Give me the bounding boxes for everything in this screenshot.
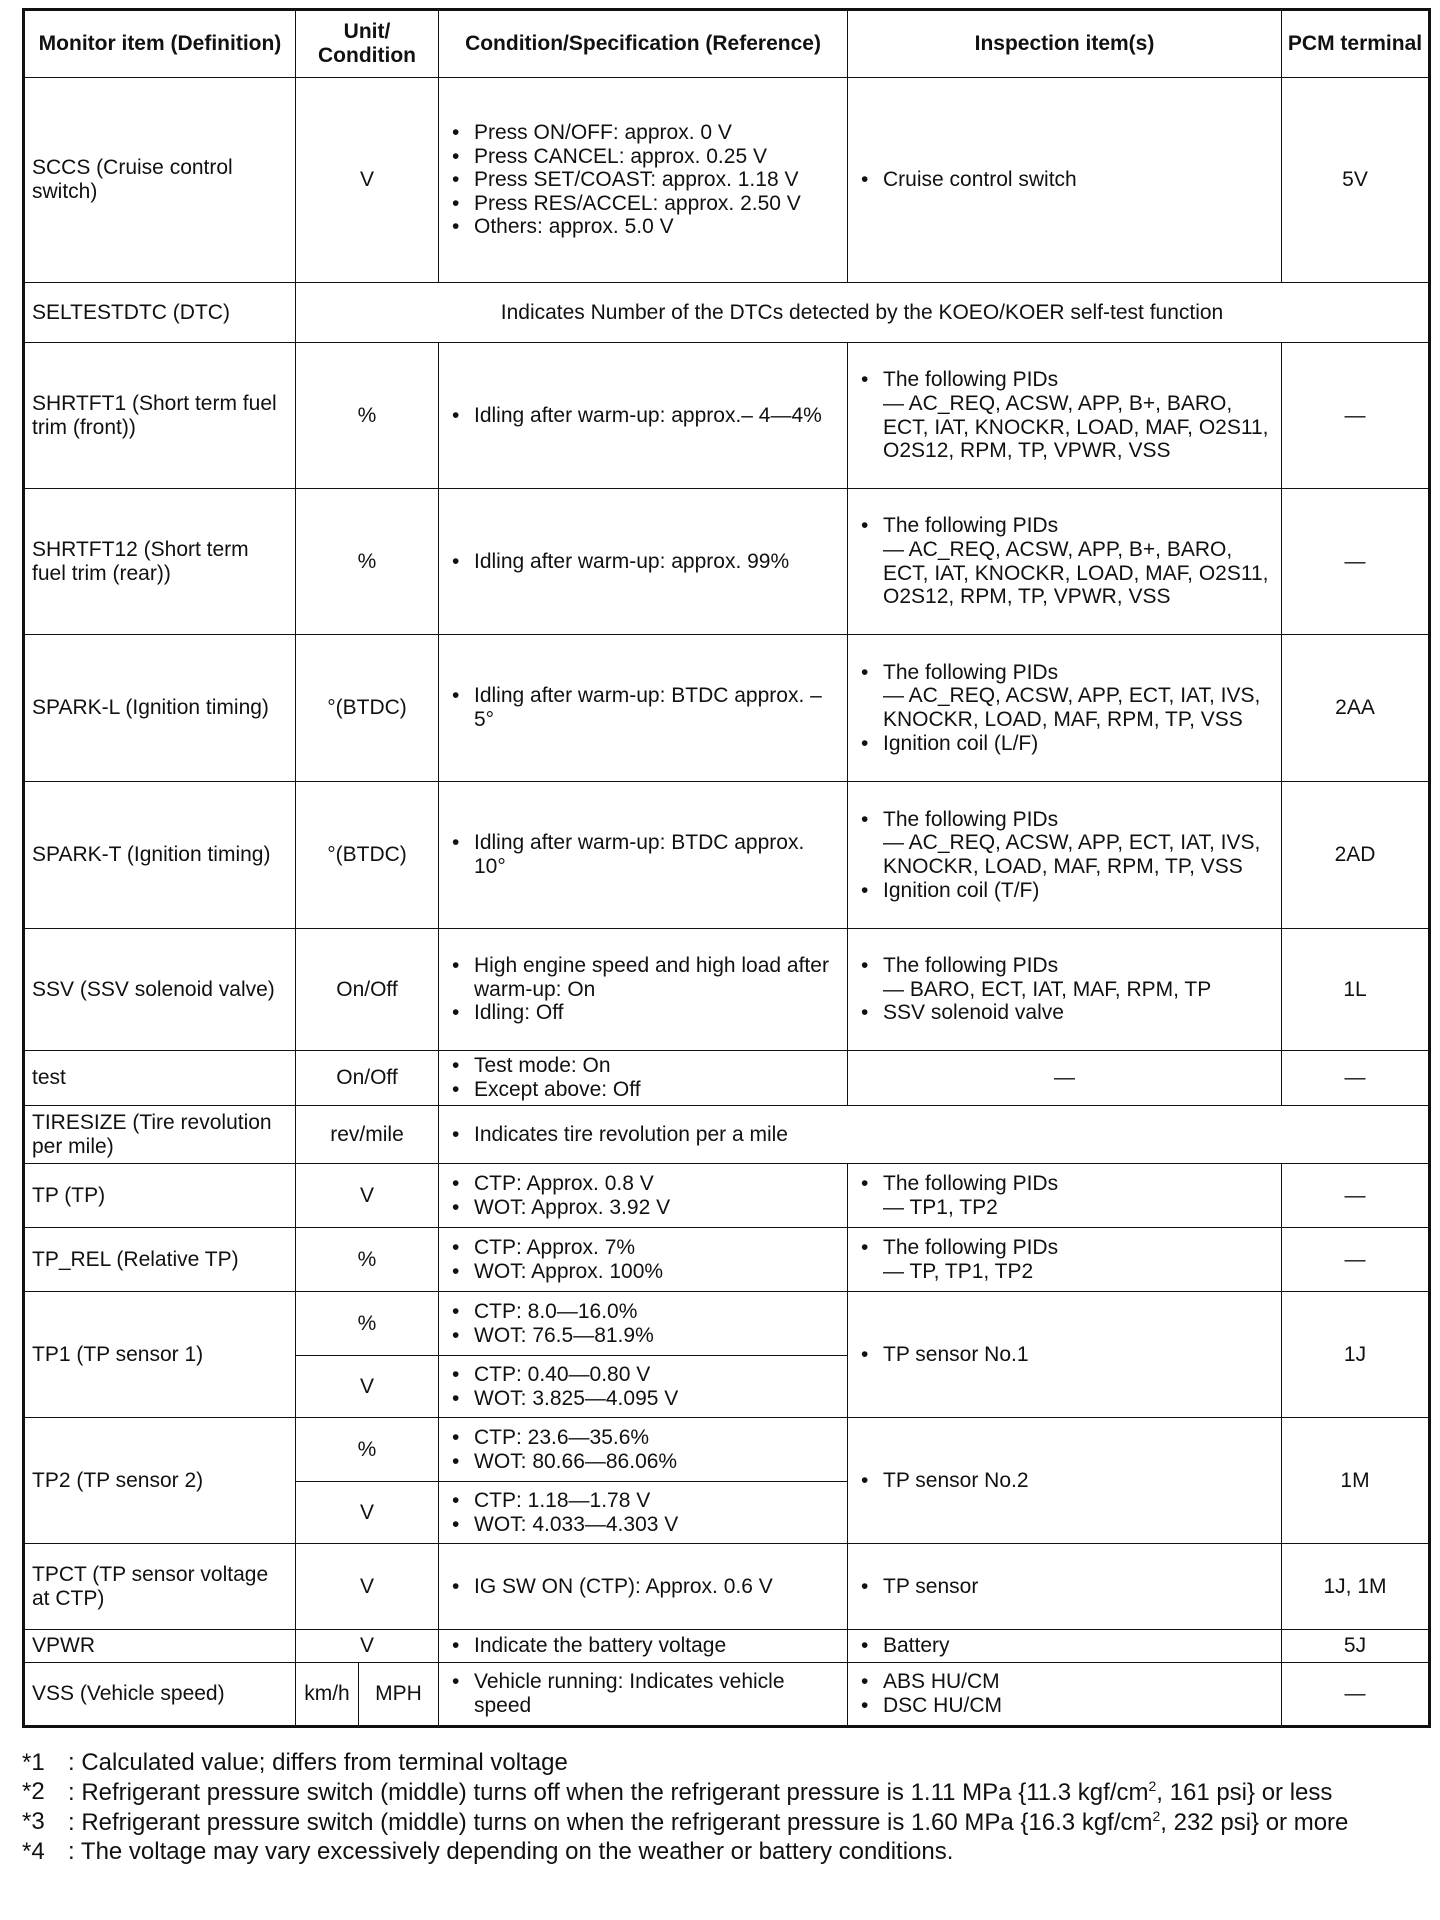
condition-item: • Press ON/OFF: approx. 0 V — [446, 121, 840, 145]
inspection-item: • SSV solenoid valve — [855, 1001, 1274, 1025]
pid-list: — AC_REQ, ACSW, APP, B+, BARO, ECT, IAT, KNOCKR, LOAD, MAF, O2S11, O2S12, RPM, TP, VPWR, VSS — [883, 391, 1269, 463]
unit-cell: °(BTDC) — [296, 635, 439, 782]
header-monitor: Monitor item (Definition) — [24, 10, 296, 78]
inspection-cell — [848, 78, 1282, 283]
header-pcm: PCM terminal — [1282, 10, 1430, 78]
inspection-head: The following PIDs — [883, 368, 1059, 392]
inspection-item: • DSC HU/CM — [855, 1694, 1274, 1718]
condition-item: • WOT: Approx. 100% — [446, 1260, 840, 1284]
inspection-cell — [848, 635, 1282, 782]
inspection-cell — [848, 929, 1282, 1051]
inspection-item: • TP sensor — [855, 1575, 1274, 1599]
inspection-cell — [848, 1164, 1282, 1228]
condition-item: • Indicate the battery voltage — [446, 1634, 840, 1658]
footnote-marker: *2 — [22, 1777, 45, 1805]
inspection-item: • Cruise control switch — [855, 168, 1274, 192]
condition-item: • WOT: 80.66—86.06% — [446, 1450, 840, 1474]
monitor-cell: TP (TP) — [24, 1164, 296, 1228]
footnote-text: : Calculated value; differs from terminal voltage — [68, 1749, 568, 1776]
table-row-spark-t — [24, 782, 1430, 929]
monitor-cell: SCCS (Cruise control switch) — [24, 78, 296, 283]
footnote-text: : The voltage may vary excessively depending on the weather or battery conditions. — [68, 1837, 954, 1865]
pcm-cell: — — [1282, 489, 1430, 635]
condition-cell — [439, 1292, 848, 1356]
inspection-item: • Battery — [855, 1634, 1274, 1658]
table-row-shrtft12 — [24, 489, 1430, 635]
inspection-item: • Ignition coil (L/F) — [855, 732, 1274, 756]
unit-cell: % — [296, 1228, 439, 1292]
inspection-item — [855, 368, 1274, 462]
superscript: 2 — [1152, 1807, 1161, 1824]
monitor-cell: SSV (SSV solenoid valve) — [24, 929, 296, 1051]
pcm-cell: — — [1282, 1228, 1430, 1292]
inspection-item — [855, 661, 1274, 732]
table-row-shrtft1 — [24, 343, 1430, 489]
header-inspection: Inspection item(s) — [848, 10, 1282, 78]
unit-cell: V — [296, 1164, 439, 1228]
unit-cell: On/Off — [296, 1051, 439, 1106]
condition-cell — [439, 1482, 848, 1544]
unit-cell-mph: MPH — [359, 1663, 439, 1727]
condition-item: • WOT: 76.5—81.9% — [446, 1324, 840, 1348]
inspection-cell: — — [848, 1051, 1282, 1106]
pcm-cell: 5J — [1282, 1630, 1430, 1663]
pid-list: — BARO, ECT, IAT, MAF, RPM, TP — [883, 977, 1212, 1001]
pcm-cell: 1J — [1282, 1292, 1430, 1418]
inspection-head: The following PIDs — [883, 1235, 1059, 1259]
inspection-cell — [848, 343, 1282, 489]
condition-item: • CTP: 1.18—1.78 V — [446, 1489, 840, 1513]
condition-item: • Press RES/ACCEL: approx. 2.50 V — [446, 192, 840, 216]
table-row-sccs — [24, 78, 1430, 283]
inspection-item: • ABS HU/CM — [855, 1670, 1274, 1694]
unit-cell: V — [296, 1630, 439, 1663]
condition-item: • WOT: Approx. 3.92 V — [446, 1196, 840, 1220]
table-row-tp2 — [24, 1418, 1430, 1482]
monitor-cell: SPARK-T (Ignition timing) — [24, 782, 296, 929]
pid-list: — AC_REQ, ACSW, APP, ECT, IAT, IVS, KNOCKR, LOAD, MAF, RPM, TP, VSS — [883, 831, 1261, 878]
unit-cell: V — [296, 1356, 439, 1418]
pcm-cell: 1L — [1282, 929, 1430, 1051]
condition-item: • Except above: Off — [446, 1078, 840, 1102]
condition-item: • Idling after warm-up: BTDC approx. 10° — [446, 831, 840, 878]
footnote-text-part: , 232 psi} or more — [1160, 1808, 1349, 1836]
condition-cell — [439, 1051, 848, 1106]
inspection-item: • TP sensor No.2 — [855, 1469, 1274, 1493]
monitor-cell: test — [24, 1051, 296, 1106]
condition-cell — [439, 78, 848, 283]
unit-cell-kmh: km/h — [296, 1663, 359, 1727]
monitor-cell: TP1 (TP sensor 1) — [24, 1292, 296, 1418]
condition-item: • Indicates tire revolution per a mile — [446, 1123, 1421, 1147]
condition-cell — [439, 1228, 848, 1292]
inspection-cell — [848, 1663, 1282, 1727]
condition-cell — [439, 635, 848, 782]
footnote-text-part: : Refrigerant pressure switch (middle) turns off when the refrigerant pressure is 1.11 MPa {11.3 kgf/cm — [68, 1778, 1149, 1806]
inspection-item: • Ignition coil (T/F) — [855, 879, 1274, 903]
table-row-spark-l — [24, 635, 1430, 782]
unit-cell: % — [296, 489, 439, 635]
merged-description-cell: Indicates Number of the DTCs detected by the KOEO/KOER self-test function — [296, 283, 1430, 343]
monitor-cell: TP_REL (Relative TP) — [24, 1228, 296, 1292]
footnote-text-part: : Refrigerant pressure switch (middle) turns on when the refrigerant pressure is 1.60 MPa {16.3 kgf/cm — [68, 1808, 1153, 1836]
table-row-seltestdtc — [24, 283, 1430, 343]
unit-cell: V — [296, 1482, 439, 1544]
header-condition: Condition/Specification (Reference) — [439, 10, 848, 78]
footnote-4 — [22, 1839, 1428, 1866]
inspection-item — [855, 808, 1274, 879]
condition-cell — [439, 782, 848, 929]
merged-description-cell — [439, 1106, 1430, 1164]
inspection-head: The following PIDs — [883, 514, 1059, 538]
footnote-text — [60, 1779, 1428, 1807]
pcm-cell: — — [1282, 1164, 1430, 1228]
pid-list: — AC_REQ, ACSW, APP, B+, BARO, ECT, IAT, KNOCKR, LOAD, MAF, O2S11, O2S12, RPM, TP, VPWR, VSS — [883, 537, 1269, 609]
footnote-2 — [22, 1779, 1428, 1807]
unit-cell: V — [296, 1544, 439, 1630]
table-row-tp1 — [24, 1292, 1430, 1356]
condition-cell — [439, 489, 848, 635]
condition-cell — [439, 929, 848, 1051]
table-row-tp-rel — [24, 1228, 1430, 1292]
condition-item: • IG SW ON (CTP): Approx. 0.6 V — [446, 1575, 840, 1599]
header-row — [24, 10, 1430, 78]
footnote-text-part: , 161 psi} or less — [1156, 1778, 1333, 1806]
pid-list: — TP1, TP2 — [883, 1195, 998, 1219]
pcm-cell: 1M — [1282, 1418, 1430, 1544]
superscript: 2 — [1148, 1777, 1157, 1794]
footnote-marker: *4 — [22, 1837, 45, 1865]
table-row-tp — [24, 1164, 1430, 1228]
condition-item: • CTP: 23.6—35.6% — [446, 1426, 840, 1450]
condition-item: • Idling after warm-up: BTDC approx. –5° — [446, 684, 840, 731]
condition-item: • High engine speed and high load after warm-up: On — [446, 954, 840, 1001]
table-row-test — [24, 1051, 1430, 1106]
condition-item: • CTP: 8.0—16.0% — [446, 1300, 840, 1324]
inspection-item — [855, 1172, 1274, 1219]
condition-item: • CTP: Approx. 7% — [446, 1236, 840, 1260]
condition-cell — [439, 1630, 848, 1663]
inspection-item: • TP sensor No.1 — [855, 1343, 1274, 1367]
pid-list: — AC_REQ, ACSW, APP, ECT, IAT, IVS, KNOCKR, LOAD, MAF, RPM, TP, VSS — [883, 684, 1261, 731]
condition-item: • WOT: 3.825—4.095 V — [446, 1387, 840, 1411]
footnote-3 — [22, 1809, 1428, 1837]
inspection-head: The following PIDs — [883, 1171, 1059, 1195]
footnote-marker: *1 — [22, 1749, 45, 1776]
unit-cell: % — [296, 343, 439, 489]
inspection-head: The following PIDs — [883, 660, 1059, 684]
condition-item: • Test mode: On — [446, 1054, 840, 1078]
unit-cell: V — [296, 78, 439, 283]
monitor-cell: TIRESIZE (Tire revolution per mile) — [24, 1106, 296, 1164]
table-row-vss — [24, 1663, 1430, 1727]
monitor-cell: SPARK-L (Ignition timing) — [24, 635, 296, 782]
inspection-item — [855, 1236, 1274, 1283]
inspection-cell — [848, 1418, 1282, 1544]
footnote-marker: *3 — [22, 1807, 45, 1835]
pcm-cell: 2AD — [1282, 782, 1430, 929]
unit-cell: °(BTDC) — [296, 782, 439, 929]
inspection-head: The following PIDs — [883, 807, 1059, 831]
footnotes — [22, 1750, 1428, 1866]
condition-cell — [439, 1164, 848, 1228]
inspection-cell — [848, 782, 1282, 929]
table-row-ssv — [24, 929, 1430, 1051]
monitor-cell: SHRTFT1 (Short term fuel trim (front)) — [24, 343, 296, 489]
pcm-cell: — — [1282, 1663, 1430, 1727]
unit-cell: rev/mile — [296, 1106, 439, 1164]
condition-item: • Idling after warm-up: approx.– 4—4% — [446, 404, 840, 428]
condition-cell — [439, 1418, 848, 1482]
inspection-cell — [848, 1228, 1282, 1292]
unit-cell: On/Off — [296, 929, 439, 1051]
pcm-cell: — — [1282, 1051, 1430, 1106]
pid-list: — TP, TP1, TP2 — [883, 1259, 1034, 1283]
monitor-cell: SELTESTDTC (DTC) — [24, 283, 296, 343]
monitor-cell: SHRTFT12 (Short term fuel trim (rear)) — [24, 489, 296, 635]
inspection-cell — [848, 1292, 1282, 1418]
monitor-cell: VPWR — [24, 1630, 296, 1663]
condition-cell — [439, 1356, 848, 1418]
condition-item: • Press SET/COAST: approx. 1.18 V — [446, 168, 840, 192]
unit-cell: % — [296, 1418, 439, 1482]
condition-item: • Press CANCEL: approx. 0.25 V — [446, 145, 840, 169]
table-row-tiresize — [24, 1106, 1430, 1164]
table-row-tpct — [24, 1544, 1430, 1630]
monitor-spec-table — [22, 8, 1431, 1728]
condition-cell — [439, 1663, 848, 1727]
pcm-cell: 5V — [1282, 78, 1430, 283]
pcm-cell: 2AA — [1282, 635, 1430, 782]
footnote-text — [60, 1809, 1428, 1837]
condition-item: • CTP: 0.40—0.80 V — [446, 1363, 840, 1387]
header-unit: Unit/ Condition — [296, 10, 439, 78]
footnote-1 — [22, 1750, 1428, 1777]
condition-item: • Vehicle running: Indicates vehicle speed — [446, 1670, 840, 1717]
unit-cell: % — [296, 1292, 439, 1356]
monitor-cell: TPCT (TP sensor voltage at CTP) — [24, 1544, 296, 1630]
pcm-cell: 1J, 1M — [1282, 1544, 1430, 1630]
table-row-vpwr — [24, 1630, 1430, 1663]
condition-item: • Idling: Off — [446, 1001, 840, 1025]
inspection-cell — [848, 1630, 1282, 1663]
pcm-cell: — — [1282, 343, 1430, 489]
condition-item: • Idling after warm-up: approx. 99% — [446, 550, 840, 574]
inspection-item — [855, 954, 1274, 1001]
condition-item: • WOT: 4.033—4.303 V — [446, 1513, 840, 1537]
monitor-cell: TP2 (TP sensor 2) — [24, 1418, 296, 1544]
inspection-item — [855, 514, 1274, 608]
document-page — [22, 8, 1428, 1868]
condition-cell — [439, 343, 848, 489]
inspection-cell — [848, 489, 1282, 635]
inspection-cell — [848, 1544, 1282, 1630]
inspection-head: The following PIDs — [883, 954, 1059, 978]
condition-cell — [439, 1544, 848, 1630]
monitor-cell: VSS (Vehicle speed) — [24, 1663, 296, 1727]
condition-item: • Others: approx. 5.0 V — [446, 215, 840, 239]
condition-item: • CTP: Approx. 0.8 V — [446, 1172, 840, 1196]
